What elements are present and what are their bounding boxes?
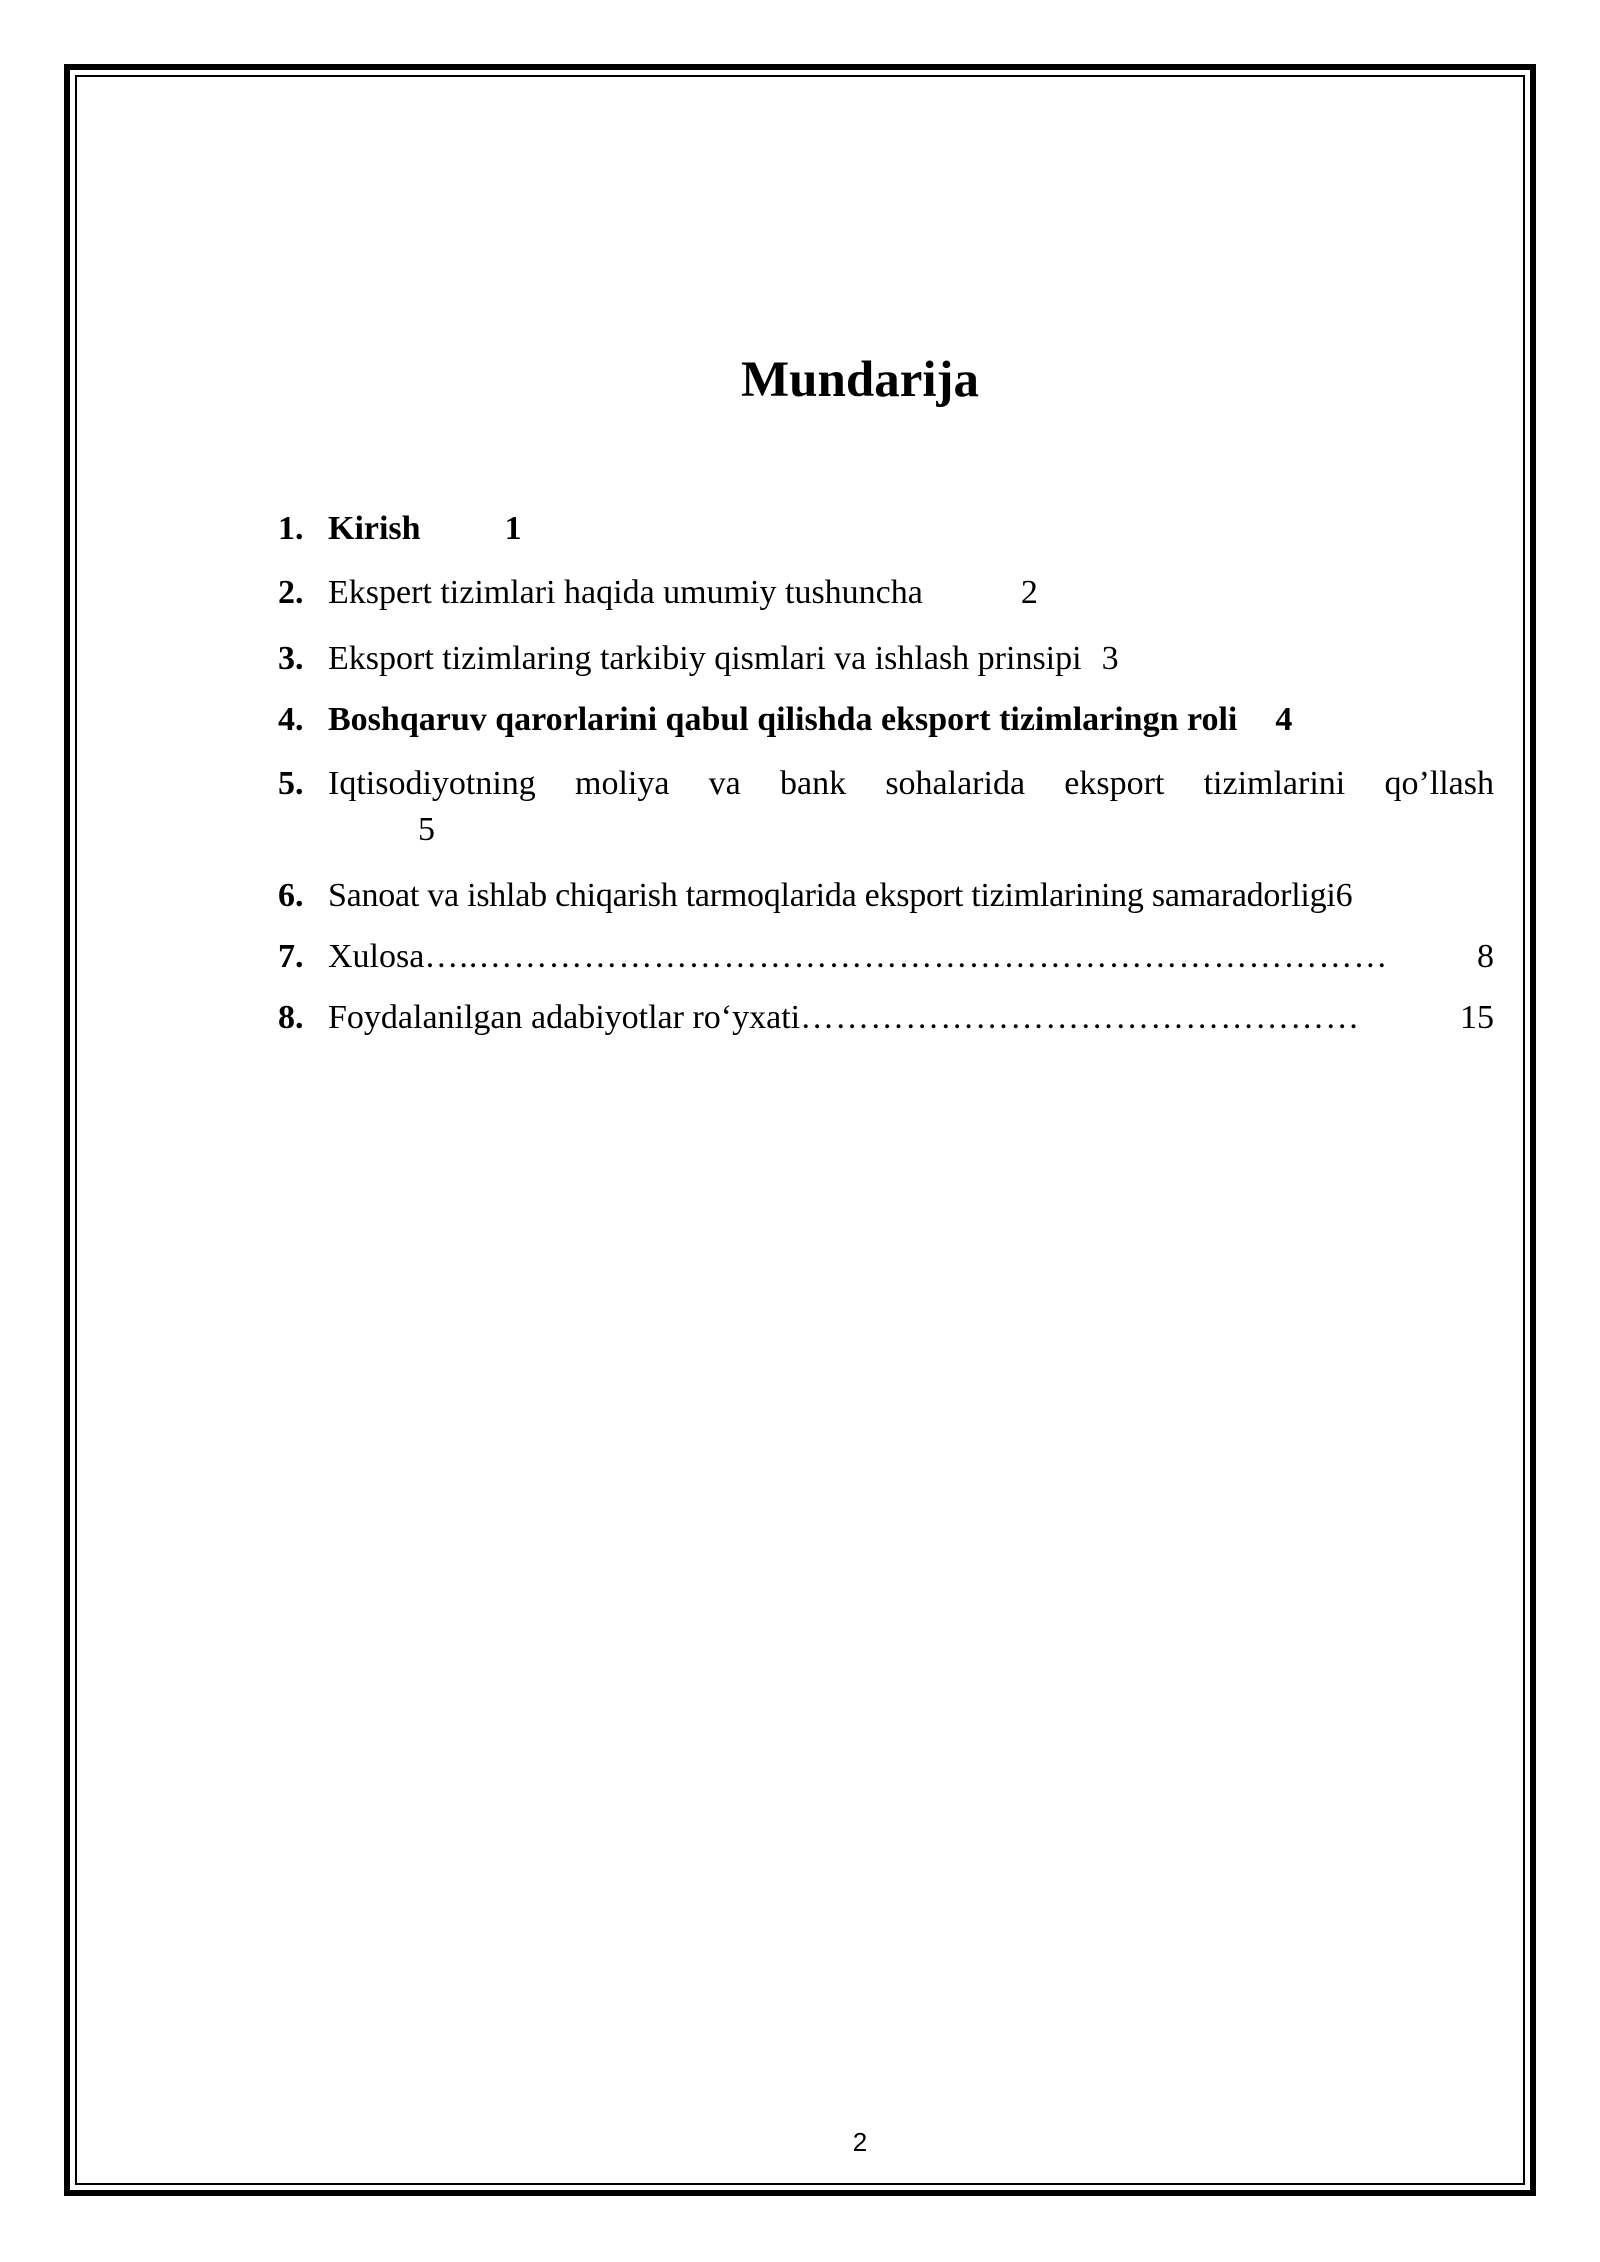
toc-number: 8. (278, 999, 304, 1036)
toc-number: 2. (278, 574, 304, 611)
document-title: Mundarija (740, 352, 980, 408)
toc-item-2[interactable] (278, 572, 1494, 615)
toc-number: 6. (278, 877, 304, 914)
toc-leader-dots: ………………………………………… (800, 999, 1361, 1036)
toc-page: 4 (1275, 701, 1293, 738)
toc-page: 8 (1477, 938, 1494, 975)
toc-item-6[interactable] (278, 875, 1494, 918)
toc-title: Xulosa (328, 938, 425, 975)
toc-item-8[interactable] (278, 997, 1494, 1040)
toc-item-3[interactable] (278, 638, 1494, 681)
toc-title: Ekspert tizimlari haqida umumiy tushuncha (328, 574, 923, 611)
toc-title: Iqtisodiyotning moliya va bank sohalarida eksport tizimlarini qo’llash (328, 765, 1494, 802)
toc-number: 5. (278, 765, 304, 802)
toc-item-5[interactable] (278, 763, 1494, 848)
toc-title: Boshqaruv qarorlarini qabul qilishda eksport tizimlaringn roli (328, 701, 1238, 738)
toc-page: 15 (1460, 999, 1494, 1036)
toc-title: Kirish (328, 510, 421, 547)
toc-title: Eksport tizimlaring tarkibiy qismlari va ishlash prinsipi (328, 640, 1082, 677)
toc-title: Sanoat va ishlab chiqarish tarmoqlarida eksport tizimlarining samaradorligi (328, 877, 1336, 914)
toc-number: 3. (278, 640, 304, 677)
toc-number: 1. (278, 510, 304, 547)
toc-item-4[interactable] (278, 699, 1494, 742)
toc-page: 1 (504, 510, 522, 547)
toc-number: 7. (278, 938, 304, 975)
toc-page: 2 (1020, 574, 1038, 611)
toc-page: 5 (418, 811, 435, 848)
toc-item-1[interactable] (278, 508, 1494, 551)
page-number: 2 (852, 2127, 868, 2157)
toc-leader-dots: …..…………………………………………………………………… (424, 938, 1389, 975)
toc-item-7[interactable] (278, 936, 1494, 979)
toc-number: 4. (278, 701, 304, 738)
toc-page: 6 (1335, 877, 1353, 914)
toc-title: Foydalanilgan adabiyotlar ro‘yxati (328, 999, 801, 1036)
toc-page: 3 (1101, 640, 1119, 677)
